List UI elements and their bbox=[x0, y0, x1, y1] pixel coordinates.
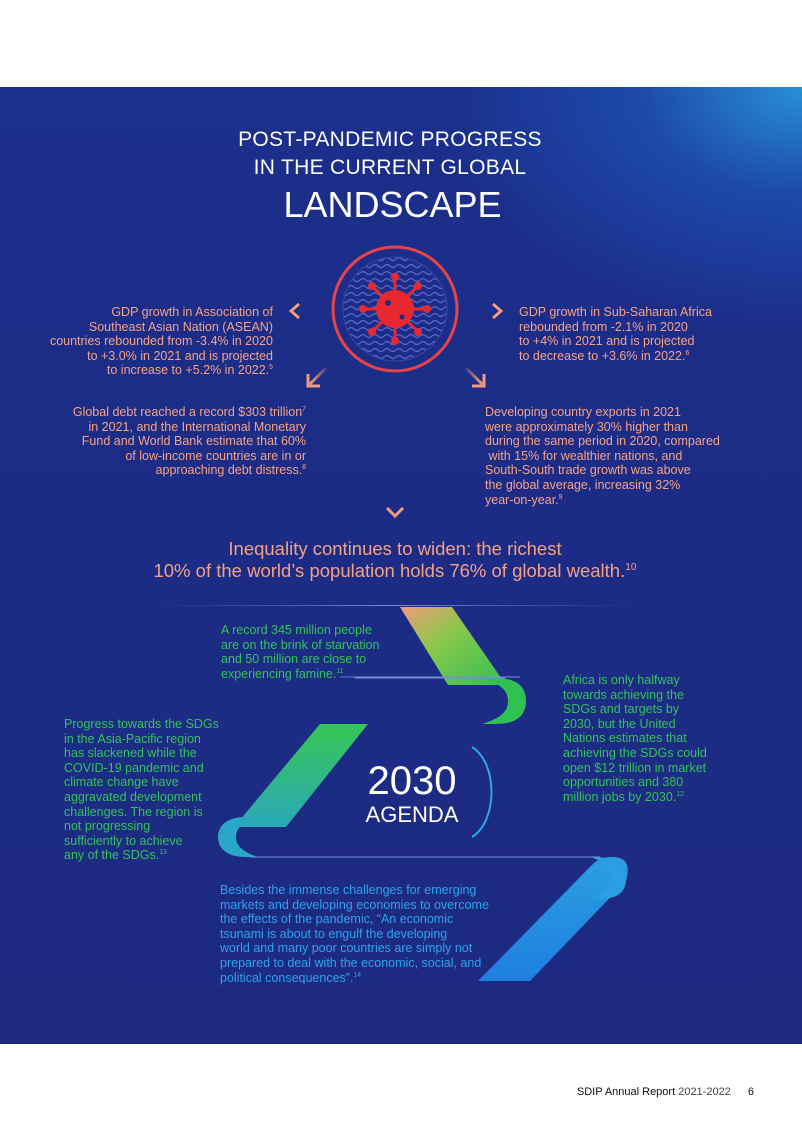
fact-economic-tsunami: Besides the immense challenges for emerging markets and developing economies to overcome the effects of the pandemic, “An economic tsunami is about to engulf the developing world and many poor countries are simply not prepared to deal with the economic, social, and political consequences”.$^{14}$ bbox=[220, 883, 489, 985]
fact-developing-exports: Developing country exports in 2021 were approximately 30% higher than during the same period in 2020, compared with 15% for wealthier nations, and South-South trade growth was above the global average, increasing 32% year-on-year.$^9$ bbox=[485, 405, 720, 507]
fact-global-debt: Global debt reached a record $303 trillion$^7$ in 2021, and the International Monetary Fund and World Bank estimate that 60% of low-income countries are in or approaching debt distress.$^8$ bbox=[72, 405, 306, 478]
page-footer bbox=[577, 1086, 754, 1098]
agenda-arc bbox=[472, 747, 492, 837]
page-title-line2: IN THE CURRENT GLOBAL bbox=[253, 156, 527, 179]
page-number: 6 bbox=[747, 1086, 754, 1098]
fact-africa-sdgs: Africa is only halfway towards achieving the SDGs and targets by 2030, but the United Nations estimates that achieving the SDGs could open $12 trillion in market opportunities and 380 million jobs by 2030.12 bbox=[563, 673, 707, 804]
infographic-panel bbox=[0, 87, 802, 1044]
arrow-down-icon bbox=[387, 417, 403, 516]
arrow-right-icon bbox=[474, 304, 501, 318]
page-title-line1: POST-PANDEMIC PROGRESS bbox=[238, 128, 542, 151]
inequality-statement: Inequality continues to widen: the richest 10% of the world’s population holds 76% of global wealth.$^{10}$ bbox=[153, 538, 637, 581]
fact-asia-pacific: Progress towards the SDGs in the Asia-Pacific region has slackened while the COVID-19 pandemic and climate change have aggravated development challenges. The region is not progressing sufficiently to achieve any of the SDGs.$^{13}$ bbox=[64, 717, 219, 863]
fact-asean-gdp: GDP growth in Association of Southeast Asian Nation (ASEAN) countries rebounded from -3.4% in 2020 to +3.0% in 2021 and is projected to increase to +5.2% in 2022.$^5$ bbox=[49, 305, 273, 378]
report-years: 2021-2022 bbox=[678, 1086, 731, 1098]
arrow-down-right-icon bbox=[466, 368, 484, 386]
report-name: SDIP Annual Report bbox=[576, 1086, 676, 1098]
agenda-year: 2030 bbox=[367, 759, 457, 803]
divider-line bbox=[150, 605, 640, 606]
fact-africa-gdp: GDP growth in Sub-Saharan Africa rebounded from -2.1% in 2020 to +4% in 2021 and is projected to decrease to +3.6% in 2022.$^6$ bbox=[519, 305, 712, 363]
arrow-down-left-icon bbox=[308, 368, 326, 386]
fact-starvation: A record 345 million people are on the brink of starvation and 50 million are close to experiencing famine.$^{11}$ bbox=[221, 623, 380, 681]
virus-emblem-icon bbox=[333, 247, 457, 371]
page-title-main: LANDSCAPE bbox=[283, 184, 502, 225]
agenda-label: AGENDA bbox=[365, 802, 459, 827]
arrow-left-icon bbox=[291, 304, 318, 318]
